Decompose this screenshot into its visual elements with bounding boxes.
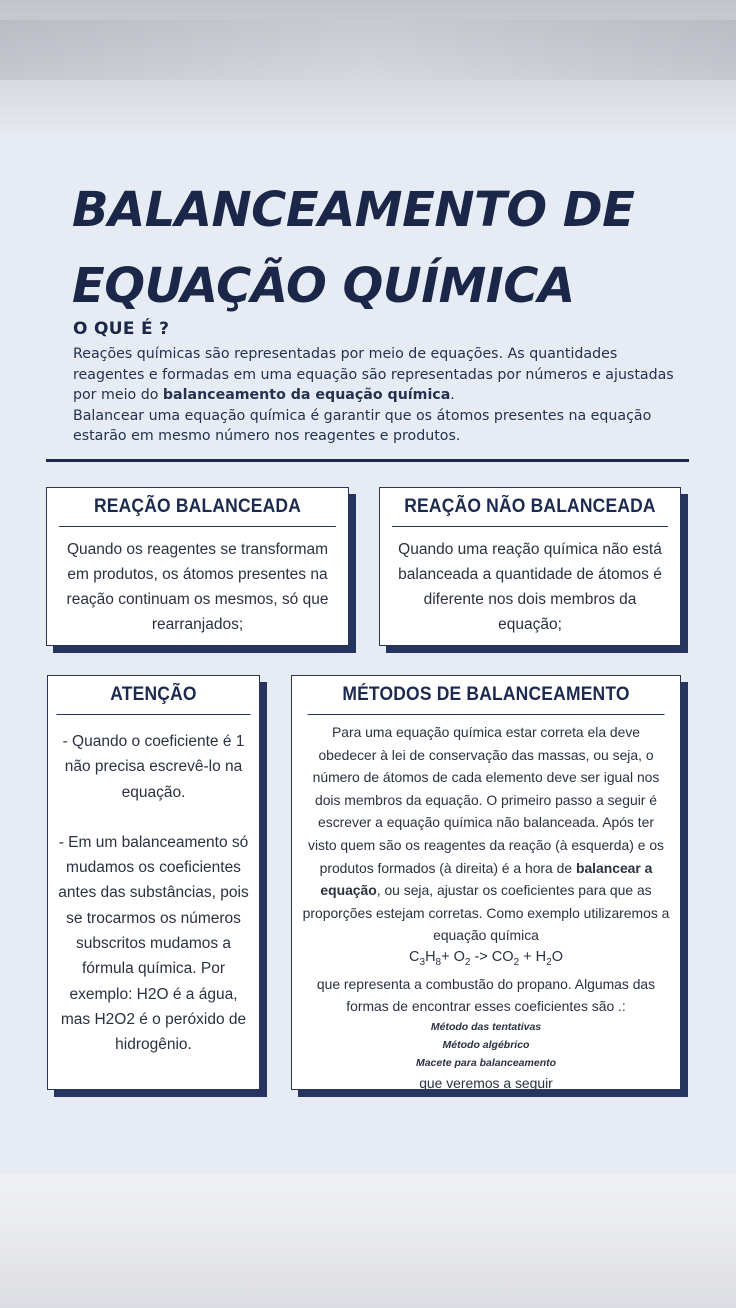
title-line-2: EQUAÇÃO QUÍMICA bbox=[72, 258, 575, 314]
methods-text-c: que representa a combustão do propano. Algumas das formas de encontrar esses coeficientes são .: bbox=[316, 975, 656, 1015]
intro-paragraph-1 bbox=[73, 344, 693, 406]
propane-equation bbox=[302, 947, 670, 973]
card-attention-body bbox=[48, 715, 259, 1058]
eq-plus-o: + O bbox=[441, 948, 465, 965]
card-methods-body bbox=[292, 715, 680, 1094]
method-shortcut: Macete para balanceamento bbox=[415, 1057, 557, 1070]
attention-spacer bbox=[58, 805, 249, 830]
card-balanced-reaction bbox=[46, 487, 349, 646]
method-trial: Método das tentativas bbox=[430, 1021, 542, 1034]
intro-paragraph-2: Balancear uma equação química é garantir que os átomos presentes na equação estarão em mesmo número nos reagentes e produtos. bbox=[73, 407, 652, 444]
eq-o: O bbox=[551, 948, 563, 965]
card-unbalanced-reaction bbox=[379, 487, 681, 646]
methods-paragraph bbox=[302, 721, 670, 947]
attention-point-2: - Em um balanceamento só mudamos os coeficientes antes das substâncias, pois se trocarmos os números subscritos mudamos a fórmula química. Por exemplo: H2O é a água, mas H2O2 é o peróxido de hidrogênio. bbox=[58, 833, 249, 1054]
intro-p1-a: Reações químicas são representadas por meio de equações. As quantidades reagentes e formadas em uma equação são representadas por números e ajustadas por meio do bbox=[73, 346, 674, 403]
card-unbalanced-text: Quando uma reação química não está balanceada a quantidade de átomos é diferente nos dois membros da equação; bbox=[398, 541, 662, 633]
intro-text bbox=[73, 344, 693, 447]
eq-h: H bbox=[425, 948, 436, 965]
intro-p1-b: . bbox=[450, 387, 455, 403]
methods-text-bold: balancear a equação bbox=[320, 859, 653, 899]
card-attention-title: ATENÇÃO bbox=[56, 676, 250, 715]
intro-heading: O QUE É ? bbox=[73, 319, 170, 339]
page-title bbox=[72, 172, 712, 324]
eq-arrow-co: -> CO bbox=[470, 948, 514, 965]
eq-co-sub: 2 bbox=[513, 956, 520, 968]
methods-text-a: Para uma equação química estar correta ela deve obedecer à lei de conservação das massas, ou seja, o número de átomos de cada elemento deve ser igual nos dois membros da equação. O primeiro passo a seguir é escrever a equação química não balanceada. Após ter visto quem são os reagentes da reação (à esquerda) e os produtos formados (à direita) é a hora de bbox=[308, 724, 664, 876]
blurred-bottom-area bbox=[0, 1174, 736, 1308]
eq-h-sub: 8 bbox=[435, 956, 442, 968]
methods-closing: que veremos a seguir bbox=[419, 1075, 553, 1092]
title-line-1: BALANCEAMENTO DE bbox=[72, 182, 635, 238]
eq-h2-sub: 2 bbox=[546, 956, 552, 968]
attention-point-1: - Quando o coeficiente é 1 não precisa escrevê-lo na equação. bbox=[62, 733, 245, 801]
card-unbalanced-title: REAÇÃO NÃO BALANCEADA bbox=[392, 488, 668, 527]
eq-c: C bbox=[409, 948, 420, 965]
eq-plus-h: + H bbox=[519, 948, 547, 965]
eq-c-sub: 3 bbox=[419, 956, 426, 968]
card-balancing-methods bbox=[291, 675, 681, 1090]
section-divider bbox=[46, 459, 689, 462]
blurred-top-area bbox=[0, 0, 736, 134]
card-balanced-text: Quando os reagentes se transformam em produtos, os átomos presentes na reação continuam os mesmos, só que rearranjados; bbox=[66, 541, 329, 633]
card-balanced-title: REAÇÃO BALANCEADA bbox=[59, 488, 336, 527]
card-attention bbox=[47, 675, 260, 1090]
intro-p1-bold: balanceamento da equação química bbox=[162, 387, 451, 403]
method-algebraic: Método algébrico bbox=[442, 1039, 530, 1052]
card-methods-title: MÉTODOS DE BALANCEAMENTO bbox=[308, 676, 665, 715]
infographic-page bbox=[0, 134, 736, 1174]
eq-o-sub: 2 bbox=[464, 956, 471, 968]
methods-text-b: , ou seja, ajustar os coeficientes para que as proporções estejam corretas. Como exemplo utilizaremos a equação química bbox=[302, 882, 670, 944]
